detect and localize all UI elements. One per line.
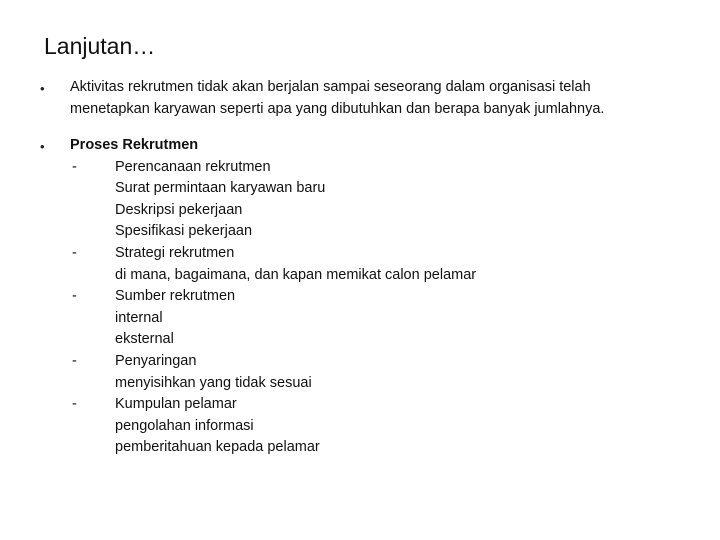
- bullet-text: [70, 135, 710, 459]
- section-title: [70, 157, 710, 179]
- bullet-heading: Proses Rekrutmen: [70, 137, 199, 153]
- section-item: menyisihkan yang tidak sesuai: [115, 374, 312, 391]
- section-item: Deskripsi pekerjaan: [115, 201, 243, 218]
- bullet-text: [70, 77, 710, 120]
- section-item: Surat permintaan karyawan baru: [115, 180, 326, 197]
- bullet-icon: •: [40, 139, 45, 154]
- bullet-line: menetapkan karyawan seperti apa yang dibutuhkan dan berapa banyak jumlahnya.: [70, 100, 605, 117]
- section-title: [70, 394, 710, 416]
- section-item: di mana, bagaimana, dan kapan memikat calon pelamar: [115, 266, 477, 283]
- bullet-line: Aktivitas rekrutmen tidak akan berjalan sampai seseorang dalam organisasi telah: [70, 79, 591, 95]
- section-title: [70, 243, 710, 265]
- dash-marker: -: [72, 288, 77, 305]
- bullet-icon: •: [40, 81, 45, 96]
- section-title: [70, 286, 710, 308]
- section-title-text: Perencanaan rekrutmen: [115, 158, 271, 175]
- section-item: eksternal: [115, 331, 174, 348]
- dash-marker: -: [72, 396, 77, 413]
- dash-marker: -: [72, 158, 77, 175]
- dash-marker: -: [72, 244, 77, 261]
- section-item: Spesifikasi pekerjaan: [115, 223, 253, 240]
- section-title-text: Strategi rekrutmen: [115, 244, 235, 261]
- section-item: internal: [115, 309, 163, 326]
- slide-title: Lanjutan…: [44, 33, 156, 59]
- section-title-text: Kumpulan pelamar: [115, 396, 237, 413]
- section-title-text: Sumber rekrutmen: [115, 288, 236, 305]
- dash-marker: -: [72, 352, 77, 369]
- section-item: pemberitahuan kepada pelamar: [115, 439, 320, 456]
- section-title: [70, 351, 710, 373]
- section-title-text: Penyaringan: [115, 352, 197, 369]
- section-item: pengolahan informasi: [115, 417, 254, 434]
